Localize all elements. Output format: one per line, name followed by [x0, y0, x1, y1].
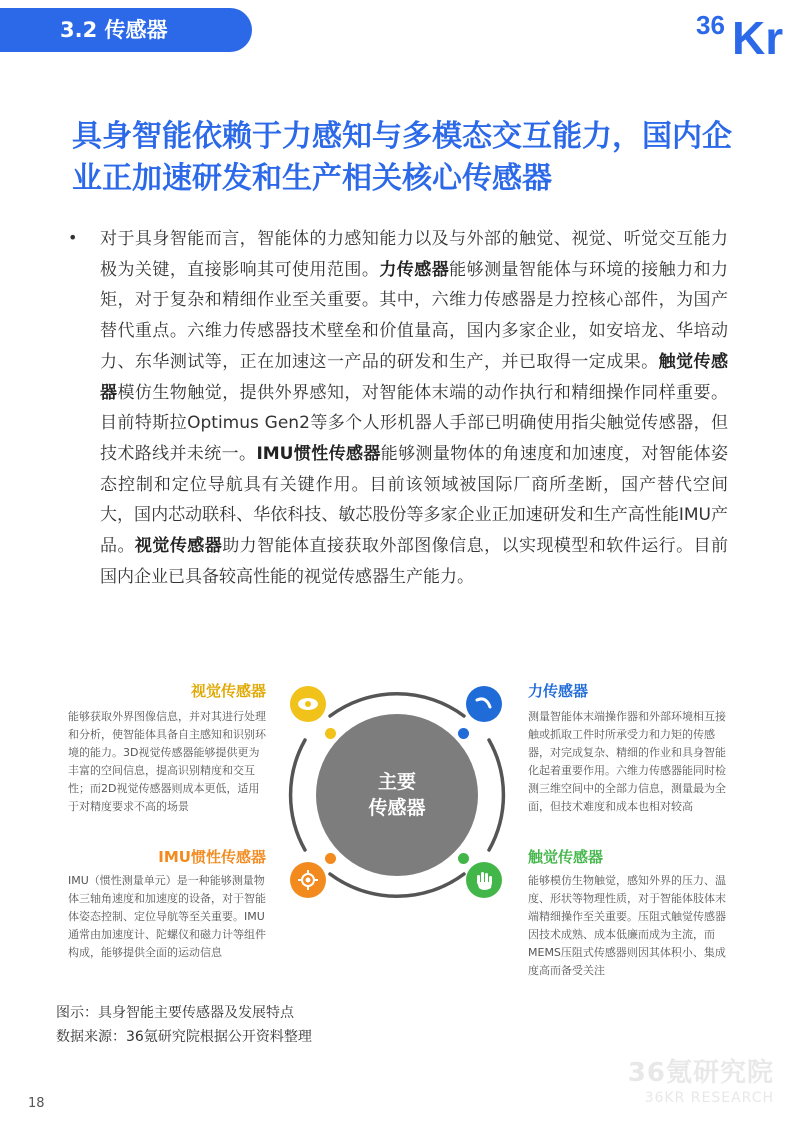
touch-node: [466, 862, 502, 898]
keyword-touch-sensor: 触觉传感器: [100, 351, 729, 403]
page-number: 18: [28, 1096, 45, 1111]
source-caption: 数据来源：36氪研究院根据公开资料整理: [56, 1029, 312, 1045]
watermark-cn: 36氪研究院: [627, 1058, 774, 1088]
section-title: 3.2 传感器: [60, 18, 168, 42]
svg-text:Kr: Kr: [732, 12, 784, 56]
imu-dot: [325, 853, 336, 864]
imu-title: IMU惯性传感器: [158, 848, 266, 866]
vision-dot: [325, 728, 336, 739]
section-tab: [0, 8, 252, 52]
force-desc: 测量智能体末端操作器和外部环境相互接触或抓取工件时所承受力和力矩的传感器，对完成复杂、精细的作业和具身智能化起着重要作用。六维力传感器能同时检测三维空间中的全部力信息，测量最为全面，但技术难度和成本也相对较高: [528, 710, 726, 813]
force-title: 力传感器: [528, 682, 589, 700]
brand-logo: [694, 4, 794, 56]
imu-node: [290, 862, 326, 898]
imu-desc: IMU（惯性测量单元）是一种能够测量物体三轴角速度和加速度的设备，对于智能体姿态控制、定位导航等至关重要。IMU通常由加速度计、陀螺仪和磁力计等组件构成，能够提供全面的运动信息: [68, 874, 266, 959]
vision-title: 视觉传感器: [190, 682, 266, 700]
core-label-line1: 主要: [377, 771, 416, 793]
body-text: 能够测量智能体与环境的接触力和力矩，对于复杂和精细作业至关重要。其中，六维力传感器是力控核心部件，为国产替代重点。六维力传感器技术壁垒和价值量高，国内多家企业，如安培龙、华培动力、东华测试等，正在加速这一产品的研发和生产，并已取得一定成果。: [100, 259, 729, 372]
keyword-imu-sensor: IMU惯性传感器: [256, 443, 381, 464]
svg-text:36: 36: [696, 10, 725, 40]
body-text: 对于具身智能而言，智能体的力感知能力以及与外部的触觉、视觉、听觉交互能力极为关键，直接影响其可使用范围。: [100, 229, 728, 280]
body-paragraph: [100, 224, 728, 592]
hand-icon: [474, 869, 494, 891]
watermark-en: 36KR RESEARCH: [644, 1090, 774, 1106]
keyword-vision-sensor: 视觉传感器: [134, 536, 223, 557]
sensor-diagram: [0, 670, 794, 990]
arc-icon: [474, 694, 494, 714]
crosshair-icon: [297, 869, 319, 891]
force-dot: [458, 728, 469, 739]
headline: 具身智能依赖于力感知与多模态交互能力，国内企业正加速研发和生产相关核心传感器: [72, 119, 732, 196]
body-text: 模仿生物触觉，提供外界感知，对智能体末端的动作执行和精细操作同样重要。目前特斯拉Optimus Gen2等多个人形机器人手部已明确使用指尖触觉传感器，但技术路线并未统一。: [100, 382, 729, 464]
figure-caption: 图示：具身智能主要传感器及发展特点: [56, 1005, 294, 1021]
bullet-marker: •: [68, 228, 78, 247]
keyword-force-sensor: 力传感器: [379, 259, 450, 280]
touch-dot: [458, 853, 469, 864]
core-label-line2: 传感器: [368, 797, 426, 819]
eye-icon: [297, 697, 319, 711]
core-circle: [316, 714, 478, 876]
vision-desc: 能够获取外界图像信息，并对其进行处理和分析，使智能体具备自主感知和识别环境的能力。3D视觉传感器能够提供更为丰富的空间信息，提高识别精度和交互性；而2D视觉传感器则成本更低，适用于对精度要求不高的场景: [68, 710, 266, 813]
body-text: 助力智能体直接获取外部图像信息，以实现模型和软件运行。目前国内企业已具备较高性能的视觉传感器生产能力。: [100, 536, 729, 587]
touch-title: 触觉传感器: [528, 848, 604, 866]
body-text: 能够测量物体的角速度和加速度，对智能体姿态控制和定位导航具有关键作用。目前该领域被国际厂商所垄断，国产替代空间大，国内芯动联科、华依科技、敏芯股份等多家企业正加速研发和生产高性能IMU产品。: [100, 443, 729, 557]
force-node: [466, 686, 502, 722]
vision-node: [290, 686, 326, 722]
touch-desc: 能够模仿生物触觉，感知外界的压力、温度、形状等物理性质，对于智能体肢体末端精细操作至关重要。压阻式触觉传感器因技术成熟、成本低廉而成为主流，而MEMS压阻式传感器则因其体积小、集成度高而备受关注: [528, 874, 726, 977]
